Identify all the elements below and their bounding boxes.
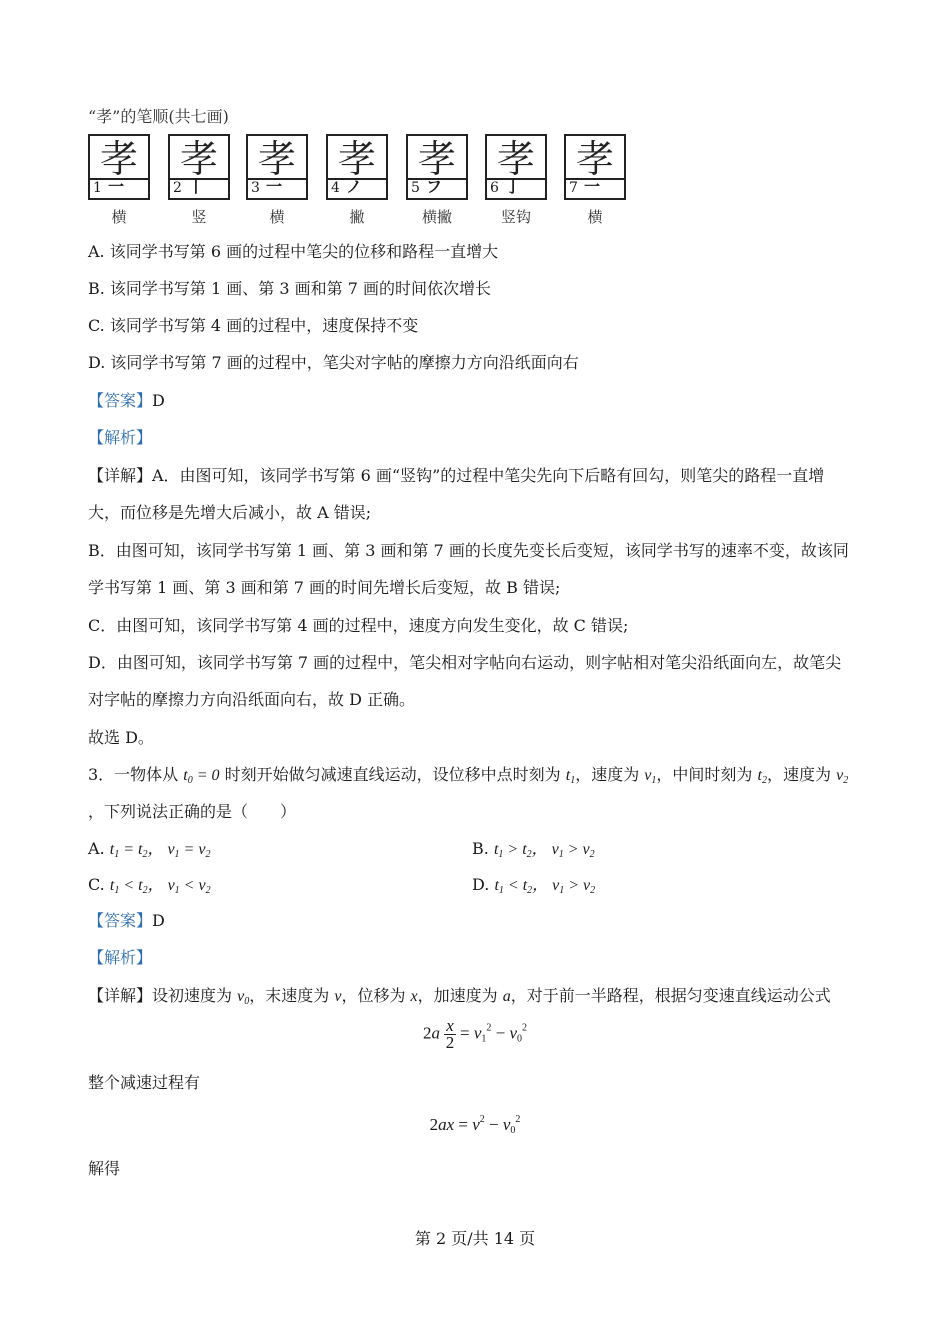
q3-option-c [88, 875, 211, 901]
stroke-card-6 [485, 134, 551, 227]
math-expression: $t_1 > t_2$， $v_1 > v_2$ [493, 841, 595, 860]
q2-detail-line-6: D．由图可知，该同学书写第 7 画的过程中，笔尖相对字帖向右运动，则字帖相对笔尖沿纸面向左，故笔尖 [88, 653, 842, 672]
q3-stem-line-1 [88, 765, 848, 791]
stroke-label: 竖 [191, 208, 207, 226]
stroke-card-2 [168, 134, 234, 227]
stroke-glyph: 亅 [505, 177, 522, 196]
stroke-label: 撇 [349, 208, 365, 226]
answer-tag: 【答案】 [88, 911, 153, 930]
stroke-char: 孝 [179, 137, 218, 181]
math-x: x [410, 988, 418, 1005]
q2-detail-line-5: C．由图可知，该同学书写第 4 画的过程中，速度方向发生变化，故 C 错误; [88, 616, 629, 635]
q2-answer [88, 391, 165, 411]
option-label: B. [472, 839, 489, 858]
q3-stem-text: ，速度为 [766, 765, 831, 784]
q3-detail-text: ，加速度为 [417, 986, 498, 1005]
figure-title: “孝”的笔顺(共七画) [88, 107, 229, 126]
q3-whole-process: 整个减速过程有 [88, 1073, 201, 1092]
q2-detail-line-4: 学书写第 1 画、第 3 画和第 7 画的时间先增长后变短，故 B 错误; [88, 578, 561, 597]
q2-detail-line-2: 大，而位移是先增大后减小，故 A 错误; [88, 503, 372, 522]
q2-option-d: D. 该同学书写第 7 画的过程中，笔尖对字帖的摩擦力方向沿纸面向右 [88, 353, 579, 372]
stroke-card-4 [326, 134, 392, 227]
stroke-number: 1 [93, 180, 102, 196]
q3-option-d [472, 875, 595, 901]
stroke-number: 6 [490, 180, 499, 196]
q2-option-c: C. 该同学书写第 4 画的过程中，速度保持不变 [88, 316, 419, 335]
stroke-number: 3 [251, 180, 260, 196]
stroke-number: 5 [411, 180, 420, 196]
q3-stem-line-2: ，下列说法正确的是（ ） [88, 802, 297, 821]
math-expression: $t_1 = t_2$， $v_1 = v_2$ [109, 841, 211, 860]
stroke-number: 2 [173, 180, 182, 196]
math-t0: $t_0 = 0$ [183, 767, 220, 786]
q3-option-a [88, 839, 210, 865]
q3-analysis-tag: 【解析】 [88, 948, 153, 967]
answer-value: D [152, 911, 165, 930]
q3-solve: 解得 [88, 1159, 121, 1178]
q3-detail-text: ，对于前一半路程，根据匀变速直线运动公式 [510, 986, 831, 1005]
q2-detail-line-7: 对字帖的摩擦力方向沿纸面向右，故 D 正确。 [88, 690, 416, 709]
q3-stem-text: 时刻开始做匀减速直线运动，设位移中点时刻为 [224, 765, 561, 784]
stroke-number: 4 [331, 180, 340, 196]
stroke-char: 孝 [575, 137, 614, 181]
stroke-glyph: 一 [108, 177, 125, 196]
q2-option-a: A. 该同学书写第 6 画的过程中笔尖的位移和路程一直增大 [88, 242, 499, 261]
stroke-glyph: フ [426, 177, 443, 196]
q3-detail-text: ，位移为 [341, 986, 406, 1005]
stroke-order-figure [88, 134, 648, 234]
stroke-label: 竖钩 [500, 208, 531, 226]
math-expression: $t_1 < t_2$， $v_1 < v_2$ [109, 877, 211, 896]
q2-option-b: B. 该同学书写第 1 画、第 3 画和第 7 画的时间依次增长 [88, 279, 491, 298]
q3-detail-text: ，末速度为 [249, 986, 330, 1005]
stroke-glyph: 一 [266, 177, 283, 196]
math-expression: $t_1 < t_2$， $v_1 > v_2$ [494, 877, 596, 896]
stroke-label: 横撇 [421, 208, 452, 226]
stroke-glyph: ノ [346, 177, 363, 196]
stroke-label: 横 [269, 208, 285, 226]
option-label: A. [88, 839, 105, 858]
formula-half-distance: 2a $\frac{x}{2}$ = $v_1^2 - v_0^2$ [422, 1016, 528, 1052]
stroke-glyph: 丨 [188, 177, 205, 196]
q3-detail-text: 【详解】设初速度为 [88, 986, 233, 1005]
stroke-label: 横 [587, 208, 603, 226]
stroke-char: 孝 [496, 137, 535, 181]
answer-value: D [152, 391, 165, 410]
stroke-char: 孝 [337, 137, 376, 181]
stroke-glyph: 一 [584, 177, 601, 196]
math-v0: $v_0$ [237, 988, 250, 1007]
option-label: C. [88, 875, 105, 894]
stroke-number: 7 [569, 180, 578, 196]
math-t2: $t_2$ [757, 767, 767, 786]
q2-conclusion: 故选 D。 [88, 728, 154, 747]
q3-option-b [472, 839, 595, 865]
stroke-card-3 [246, 134, 312, 227]
stroke-card-5 [406, 134, 472, 227]
option-label: D. [472, 875, 490, 894]
q3-stem-text: ，速度为 [575, 765, 640, 784]
math-t1: $t_1$ [565, 767, 576, 786]
math-v2: $v_2$ [836, 767, 849, 786]
q2-analysis-tag: 【解析】 [88, 428, 153, 447]
math-v1: $v_1$ [644, 767, 657, 786]
stroke-label: 横 [111, 208, 127, 226]
stroke-card-1 [88, 134, 154, 227]
math-a: a [502, 988, 511, 1005]
formula-whole-distance: $2ax = v^2 - v_0^2$ [429, 1114, 521, 1136]
stroke-char: 孝 [257, 137, 296, 181]
page-footer: 第 2 页/共 14 页 [414, 1229, 536, 1248]
stroke-card-7 [564, 134, 630, 227]
q2-detail-line-1: 【详解】A．由图可知，该同学书写第 6 画“竖钩”的过程中笔尖先向下后略有回勾，则笔尖的路程一直增 [88, 466, 825, 485]
q3-stem-text: ，中间时刻为 [656, 765, 753, 784]
q3-stem-text: 3．一物体从 [88, 765, 179, 784]
q3-answer [88, 911, 165, 931]
stroke-char: 孝 [99, 137, 138, 181]
answer-tag: 【答案】 [88, 391, 153, 410]
q3-detail-line-1 [88, 986, 831, 1012]
stroke-char: 孝 [417, 137, 456, 181]
q2-detail-line-3: B．由图可知，该同学书写第 1 画、第 3 画和第 7 画的长度先变长后变短，该同学书写的速率不变，故该同 [88, 541, 849, 560]
math-v: v [334, 988, 342, 1005]
